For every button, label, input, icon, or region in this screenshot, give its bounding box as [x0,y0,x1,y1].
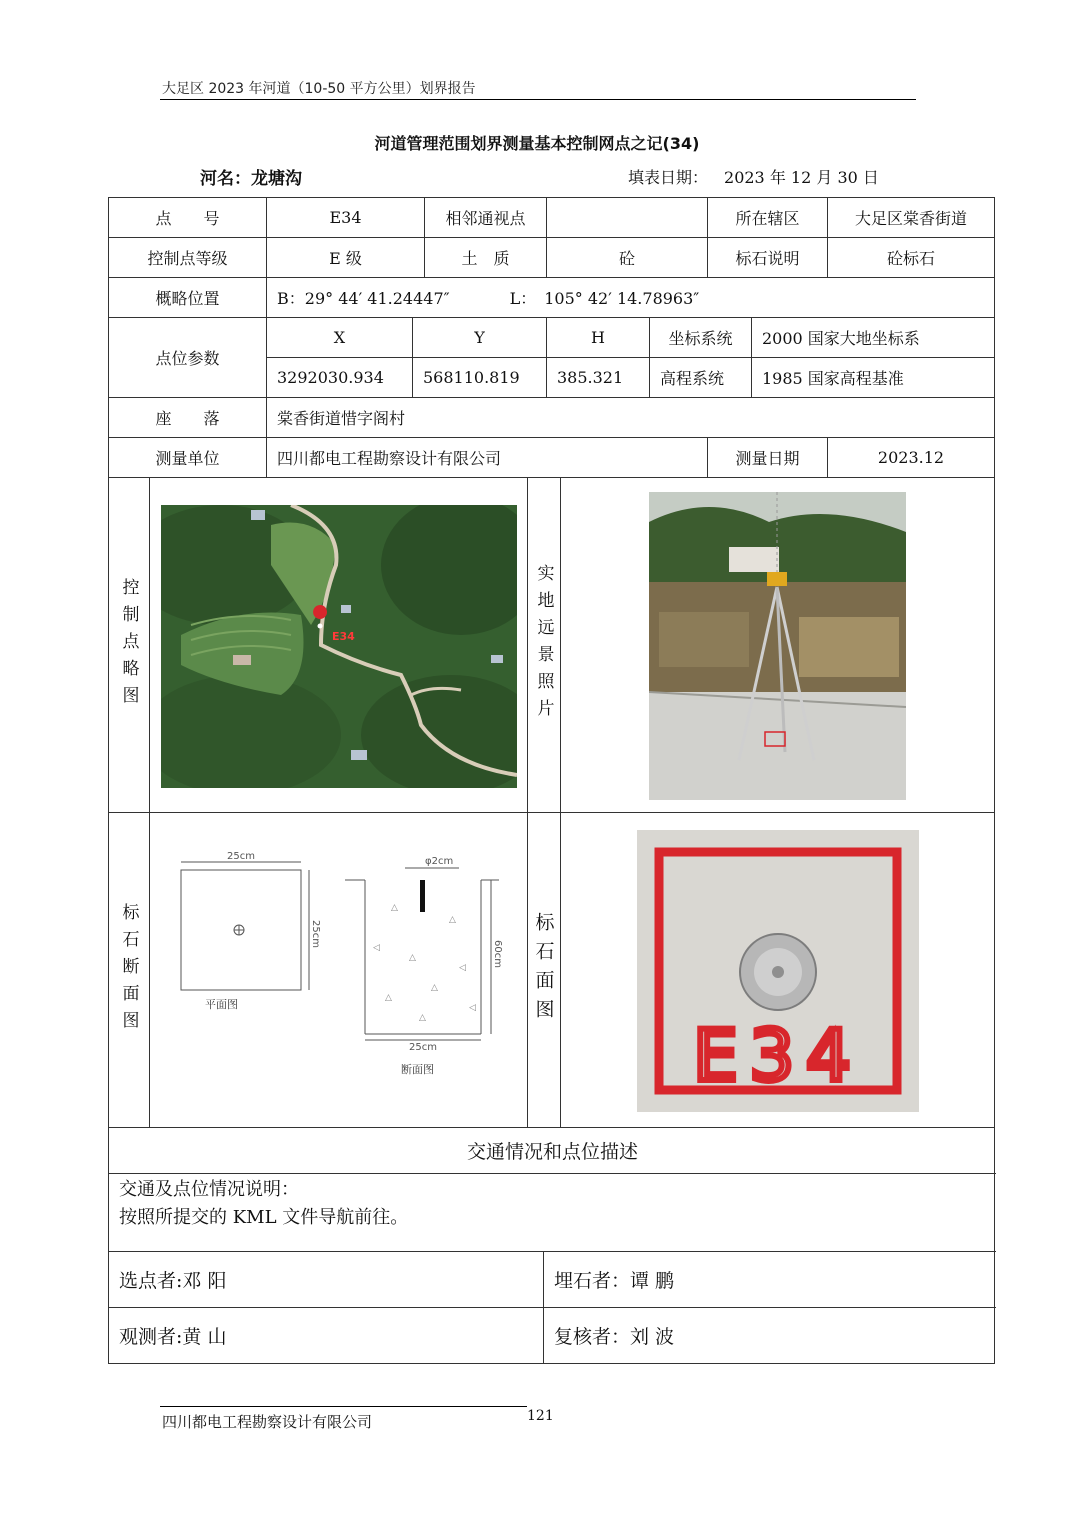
fill-date [628,165,879,188]
plan-height-label: 25cm [310,920,321,948]
marker-value: 砼标石 [828,238,994,278]
h-label: H [547,318,650,358]
stone-diagram-svg [169,840,529,1085]
x-label: X [267,318,413,358]
stone-face-photo [637,830,919,1112]
burier: 埋石者：谭 鹏 [544,1252,996,1308]
height-sys-label: 高程系统 [650,358,752,398]
district-label: 所在辖区 [708,198,828,238]
plan-caption: 平面图 [205,998,238,1011]
svg-text:△: △ [409,953,416,963]
field-photo-image [649,492,906,800]
grade-label: 控制点等级 [109,238,267,278]
approx-longitude: L： 105° 42′ 14.78963″ [509,289,700,308]
adjacent-value [547,198,708,238]
location-label: 座 落 [109,398,267,438]
satellite-map-image [161,505,517,788]
soil-label: 土 质 [425,238,547,278]
header-rule [160,99,916,100]
stone-face-image [637,830,919,1112]
location-value: 棠香街道惜字阁村 [267,398,994,438]
selector: 选点者:邓 阳 [109,1252,544,1308]
marker-label: 标石说明 [708,238,828,278]
survey-date-label: 测量日期 [708,438,828,478]
h-value: 385.321 [547,358,650,398]
plan-width-label: 25cm [227,851,255,862]
section-width-label: 25cm [409,1042,437,1053]
district-value: 大足区棠香街道 [828,198,994,238]
point-no-value: E34 [267,198,425,238]
face-label: 标石面图 [528,813,561,1128]
fill-date-label: 填表日期： [628,168,709,187]
reviewer: 复核者：刘 波 [554,1326,675,1348]
section-caption: 断面图 [401,1063,434,1076]
sketch-label: 控制点略图 [109,478,150,813]
traffic-title: 交通情况和点位描述 [109,1128,996,1174]
footer-rule [160,1406,527,1407]
document-title: 河道管理范围划界测量基本控制网点之记(34) [374,134,700,153]
traffic-line-2: 按照所提交的 KML 文件导航前往。 [119,1207,409,1228]
unit-value: 四川都电工程勘察设计有限公司 [267,438,708,478]
page-number: 121 [527,1408,554,1424]
svg-text:△: △ [419,1013,426,1023]
svg-text:△: △ [385,993,392,1003]
survey-date-value: 2023.12 [828,438,994,478]
control-point-map [161,505,517,788]
adjacent-label: 相邻通视点 [425,198,547,238]
soil-value: 砼 [547,238,708,278]
y-value: 568110.819 [413,358,547,398]
x-value: 3292030.934 [267,358,413,398]
control-point-table [108,197,995,1364]
approx-value [267,278,994,318]
river-name: 河名：龙塘沟 [200,169,302,189]
photo-label: 实地远景照片 [528,478,561,813]
fill-date-value: 2023 年 12 月 30 日 [724,168,879,187]
stone-face-mark: E34 [693,1015,863,1097]
stone-section-diagram [169,840,529,1085]
approx-latitude: B：29° 44′ 41.24447″ [277,289,450,308]
section-depth-label: 60cm [492,940,503,968]
svg-text:◁: ◁ [373,943,380,953]
coord-sys-value: 2000 国家大地坐标系 [752,318,994,358]
grade-value: E 级 [267,238,425,278]
height-sys-value: 1985 国家高程基准 [752,358,994,398]
coord-sys-label: 坐标系统 [650,318,752,358]
map-point-label: E34 [332,630,355,643]
svg-text:△: △ [449,915,456,925]
report-header: 大足区 2023 年河道（10-50 平方公里）划界报告 [162,81,476,97]
svg-text:◁: ◁ [469,1003,476,1013]
footer-company: 四川都电工程勘察设计有限公司 [162,1413,373,1431]
svg-text:△: △ [391,903,398,913]
observer: 观测者:黄 山 [109,1308,544,1363]
point-no-label: 点 号 [109,198,267,238]
svg-text:◁: ◁ [459,963,466,973]
params-label: 点位参数 [109,318,267,398]
approx-label: 概略位置 [109,278,267,318]
y-label: Y [413,318,547,358]
svg-text:△: △ [431,983,438,993]
section-label: 标石断面图 [109,813,150,1128]
unit-label: 测量单位 [109,438,267,478]
section-top-label: φ2cm [425,856,454,867]
traffic-description [119,1176,408,1232]
field-photo [649,492,906,800]
traffic-line-1: 交通及点位情况说明： [119,1179,299,1200]
